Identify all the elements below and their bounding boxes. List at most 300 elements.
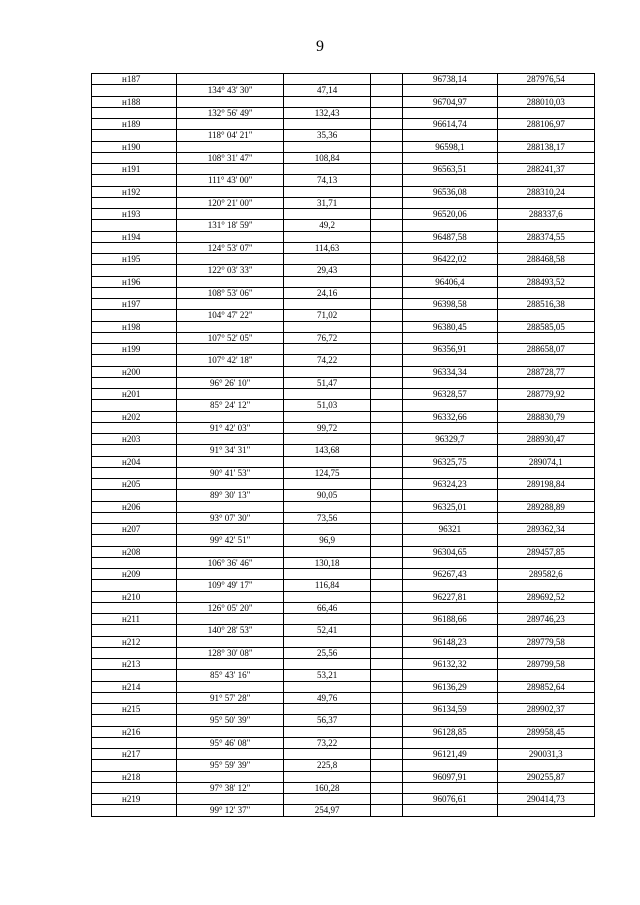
distance-cell: 71,02 — [284, 310, 371, 321]
empty-cell — [371, 558, 403, 569]
empty-cell — [371, 164, 403, 175]
empty-cell — [371, 513, 403, 524]
y-coordinate-cell — [498, 445, 595, 456]
direction-angle-cell — [177, 412, 284, 423]
distance-cell: 56,37 — [284, 715, 371, 726]
y-coordinate-cell: 289288,89 — [498, 502, 595, 513]
x-coordinate-cell: 96325,01 — [403, 502, 498, 513]
point-name-cell — [92, 400, 177, 411]
y-coordinate-cell: 288241,37 — [498, 164, 595, 175]
x-coordinate-cell: 96328,57 — [403, 389, 498, 400]
x-coordinate-cell: 96136,29 — [403, 682, 498, 693]
empty-cell — [371, 74, 403, 85]
direction-angle-cell: 104° 47' 22" — [177, 310, 284, 321]
y-coordinate-cell — [498, 423, 595, 434]
table-row — [92, 535, 595, 546]
distance-cell — [284, 434, 371, 445]
table-row — [92, 513, 595, 524]
table-row — [92, 119, 595, 130]
point-name-cell: н196 — [92, 277, 177, 288]
direction-angle-cell: 95° 59' 39" — [177, 760, 284, 771]
y-coordinate-cell — [498, 355, 595, 366]
x-coordinate-cell — [403, 603, 498, 614]
empty-cell — [371, 400, 403, 411]
y-coordinate-cell: 288493,52 — [498, 277, 595, 288]
point-name-cell: н190 — [92, 142, 177, 153]
table-row — [92, 153, 595, 164]
point-name-cell: н214 — [92, 682, 177, 693]
table-row — [92, 164, 595, 175]
distance-cell: 90,05 — [284, 490, 371, 501]
y-coordinate-cell — [498, 490, 595, 501]
y-coordinate-cell — [498, 625, 595, 636]
y-coordinate-cell: 289779,58 — [498, 637, 595, 648]
empty-cell — [371, 704, 403, 715]
direction-angle-cell: 108° 53' 06" — [177, 288, 284, 299]
empty-cell — [371, 569, 403, 580]
empty-cell — [371, 344, 403, 355]
point-name-cell — [92, 220, 177, 231]
table-row — [92, 355, 595, 366]
direction-angle-cell — [177, 164, 284, 175]
point-name-cell: н206 — [92, 502, 177, 513]
direction-angle-cell — [177, 704, 284, 715]
x-coordinate-cell — [403, 108, 498, 119]
x-coordinate-cell — [403, 310, 498, 321]
distance-cell: 25,56 — [284, 648, 371, 659]
empty-cell — [371, 187, 403, 198]
table-row — [92, 715, 595, 726]
x-coordinate-cell — [403, 783, 498, 794]
table-row — [92, 108, 595, 119]
x-coordinate-cell — [403, 445, 498, 456]
y-coordinate-cell — [498, 783, 595, 794]
y-coordinate-cell — [498, 175, 595, 186]
table-row — [92, 457, 595, 468]
point-name-cell: н209 — [92, 569, 177, 580]
distance-cell — [284, 164, 371, 175]
table-row — [92, 693, 595, 704]
empty-cell — [371, 625, 403, 636]
table-row — [92, 423, 595, 434]
x-coordinate-cell — [403, 378, 498, 389]
point-name-cell — [92, 513, 177, 524]
y-coordinate-cell — [498, 535, 595, 546]
x-coordinate-cell — [403, 513, 498, 524]
empty-cell — [371, 468, 403, 479]
x-coordinate-cell: 96329,7 — [403, 434, 498, 445]
point-name-cell: н205 — [92, 479, 177, 490]
table-row — [92, 659, 595, 670]
table-row — [92, 187, 595, 198]
table-row — [92, 299, 595, 310]
table-row — [92, 434, 595, 445]
distance-cell — [284, 254, 371, 265]
empty-cell — [371, 277, 403, 288]
empty-cell — [371, 108, 403, 119]
y-coordinate-cell: 289958,45 — [498, 727, 595, 738]
x-coordinate-cell — [403, 805, 498, 816]
distance-cell — [284, 389, 371, 400]
table-row — [92, 378, 595, 389]
table-row — [92, 232, 595, 243]
x-coordinate-cell — [403, 265, 498, 276]
table-row — [92, 344, 595, 355]
direction-angle-cell — [177, 344, 284, 355]
x-coordinate-cell: 96398,58 — [403, 299, 498, 310]
empty-cell — [371, 378, 403, 389]
y-coordinate-cell: 289799,58 — [498, 659, 595, 670]
x-coordinate-cell: 96738,14 — [403, 74, 498, 85]
x-coordinate-cell: 96188,66 — [403, 614, 498, 625]
table-row — [92, 614, 595, 625]
x-coordinate-cell — [403, 625, 498, 636]
direction-angle-cell — [177, 547, 284, 558]
table-row — [92, 175, 595, 186]
direction-angle-cell: 122° 03' 33" — [177, 265, 284, 276]
x-coordinate-cell — [403, 490, 498, 501]
point-name-cell — [92, 648, 177, 659]
x-coordinate-cell — [403, 288, 498, 299]
x-coordinate-cell: 96324,23 — [403, 479, 498, 490]
empty-cell — [371, 232, 403, 243]
distance-cell — [284, 457, 371, 468]
direction-angle-cell — [177, 119, 284, 130]
y-coordinate-cell: 290031,3 — [498, 749, 595, 760]
x-coordinate-cell: 96132,32 — [403, 659, 498, 670]
direction-angle-cell — [177, 569, 284, 580]
distance-cell — [284, 547, 371, 558]
x-coordinate-cell: 96536,08 — [403, 187, 498, 198]
distance-cell — [284, 524, 371, 535]
distance-cell: 29,43 — [284, 265, 371, 276]
point-name-cell: н208 — [92, 547, 177, 558]
y-coordinate-cell: 288106,97 — [498, 119, 595, 130]
table-row — [92, 670, 595, 681]
y-coordinate-cell — [498, 243, 595, 254]
point-name-cell: н194 — [92, 232, 177, 243]
table-row — [92, 254, 595, 265]
table-row — [92, 400, 595, 411]
table-row — [92, 333, 595, 344]
y-coordinate-cell: 289902,37 — [498, 704, 595, 715]
distance-cell: 160,28 — [284, 783, 371, 794]
distance-cell — [284, 277, 371, 288]
empty-cell — [371, 389, 403, 400]
table-row — [92, 805, 595, 816]
empty-cell — [371, 749, 403, 760]
direction-angle-cell — [177, 457, 284, 468]
x-coordinate-cell — [403, 175, 498, 186]
x-coordinate-cell — [403, 85, 498, 96]
y-coordinate-cell: 289457,85 — [498, 547, 595, 558]
distance-cell — [284, 614, 371, 625]
direction-angle-cell: 85° 24' 12" — [177, 400, 284, 411]
table-row — [92, 243, 595, 254]
point-name-cell — [92, 738, 177, 749]
x-coordinate-cell — [403, 243, 498, 254]
direction-angle-cell — [177, 389, 284, 400]
x-coordinate-cell — [403, 535, 498, 546]
distance-cell: 130,18 — [284, 558, 371, 569]
direction-angle-cell: 134° 43' 30" — [177, 85, 284, 96]
x-coordinate-cell — [403, 130, 498, 141]
x-coordinate-cell: 96076,61 — [403, 794, 498, 805]
table-row — [92, 738, 595, 749]
empty-cell — [371, 715, 403, 726]
distance-cell: 35,36 — [284, 130, 371, 141]
x-coordinate-cell — [403, 333, 498, 344]
direction-angle-cell — [177, 614, 284, 625]
empty-cell — [371, 288, 403, 299]
y-coordinate-cell: 288138,17 — [498, 142, 595, 153]
x-coordinate-cell: 96614,74 — [403, 119, 498, 130]
point-name-cell — [92, 85, 177, 96]
point-name-cell — [92, 355, 177, 366]
point-name-cell — [92, 670, 177, 681]
point-name-cell — [92, 715, 177, 726]
table-row — [92, 783, 595, 794]
direction-angle-cell: 126° 05' 20" — [177, 603, 284, 614]
y-coordinate-cell: 289362,34 — [498, 524, 595, 535]
y-coordinate-cell — [498, 670, 595, 681]
empty-cell — [371, 637, 403, 648]
point-name-cell: н211 — [92, 614, 177, 625]
x-coordinate-cell: 96704,97 — [403, 97, 498, 108]
table-row — [92, 142, 595, 153]
distance-cell: 66,46 — [284, 603, 371, 614]
point-name-cell — [92, 760, 177, 771]
x-coordinate-cell — [403, 220, 498, 231]
empty-cell — [371, 175, 403, 186]
point-name-cell — [92, 445, 177, 456]
direction-angle-cell: 109° 49' 17" — [177, 580, 284, 591]
point-name-cell — [92, 310, 177, 321]
empty-cell — [371, 457, 403, 468]
direction-angle-cell — [177, 299, 284, 310]
distance-cell — [284, 187, 371, 198]
x-coordinate-cell: 96097,91 — [403, 772, 498, 783]
direction-angle-cell: 132° 56' 49" — [177, 108, 284, 119]
empty-cell — [371, 502, 403, 513]
distance-cell — [284, 142, 371, 153]
empty-cell — [371, 209, 403, 220]
distance-cell — [284, 592, 371, 603]
y-coordinate-cell — [498, 220, 595, 231]
distance-cell — [284, 322, 371, 333]
x-coordinate-cell: 96121,49 — [403, 749, 498, 760]
point-name-cell — [92, 535, 177, 546]
empty-cell — [371, 603, 403, 614]
y-coordinate-cell — [498, 378, 595, 389]
y-coordinate-cell — [498, 265, 595, 276]
direction-angle-cell: 90° 41' 53" — [177, 468, 284, 479]
distance-cell: 132,43 — [284, 108, 371, 119]
distance-cell: 47,14 — [284, 85, 371, 96]
point-name-cell: н215 — [92, 704, 177, 715]
y-coordinate-cell: 288337,6 — [498, 209, 595, 220]
direction-angle-cell — [177, 524, 284, 535]
y-coordinate-cell: 289746,23 — [498, 614, 595, 625]
point-name-cell — [92, 490, 177, 501]
point-name-cell — [92, 468, 177, 479]
y-coordinate-cell — [498, 603, 595, 614]
distance-cell: 49,76 — [284, 693, 371, 704]
point-name-cell: н218 — [92, 772, 177, 783]
point-name-cell: н195 — [92, 254, 177, 265]
x-coordinate-cell — [403, 400, 498, 411]
point-name-cell: н199 — [92, 344, 177, 355]
direction-angle-cell — [177, 434, 284, 445]
x-coordinate-cell — [403, 738, 498, 749]
distance-cell — [284, 794, 371, 805]
point-name-cell: н191 — [92, 164, 177, 175]
distance-cell — [284, 367, 371, 378]
table-row — [92, 682, 595, 693]
x-coordinate-cell: 96227,81 — [403, 592, 498, 603]
point-name-cell — [92, 243, 177, 254]
y-coordinate-cell: 288658,07 — [498, 344, 595, 355]
distance-cell: 51,03 — [284, 400, 371, 411]
direction-angle-cell — [177, 187, 284, 198]
empty-cell — [371, 85, 403, 96]
distance-cell — [284, 749, 371, 760]
point-name-cell: н217 — [92, 749, 177, 760]
point-name-cell — [92, 265, 177, 276]
x-coordinate-cell: 96304,65 — [403, 547, 498, 558]
direction-angle-cell — [177, 254, 284, 265]
point-name-cell — [92, 130, 177, 141]
empty-cell — [371, 119, 403, 130]
distance-cell: 31,71 — [284, 198, 371, 209]
empty-cell — [371, 760, 403, 771]
table-row — [92, 580, 595, 591]
point-name-cell: н198 — [92, 322, 177, 333]
x-coordinate-cell: 96321 — [403, 524, 498, 535]
table-row — [92, 479, 595, 490]
direction-angle-cell: 91° 57' 28" — [177, 693, 284, 704]
x-coordinate-cell: 96332,66 — [403, 412, 498, 423]
point-name-cell: н210 — [92, 592, 177, 603]
empty-cell — [371, 659, 403, 670]
empty-cell — [371, 445, 403, 456]
x-coordinate-cell — [403, 648, 498, 659]
distance-cell — [284, 299, 371, 310]
distance-cell: 143,68 — [284, 445, 371, 456]
direction-angle-cell: 128° 30' 08" — [177, 648, 284, 659]
empty-cell — [371, 97, 403, 108]
point-name-cell: н197 — [92, 299, 177, 310]
empty-cell — [371, 535, 403, 546]
y-coordinate-cell: 289198,84 — [498, 479, 595, 490]
table-row — [92, 502, 595, 513]
table-row — [92, 749, 595, 760]
y-coordinate-cell — [498, 580, 595, 591]
table-row — [92, 310, 595, 321]
y-coordinate-cell: 288779,92 — [498, 389, 595, 400]
distance-cell: 74,13 — [284, 175, 371, 186]
empty-cell — [371, 805, 403, 816]
table-row — [92, 760, 595, 771]
distance-cell — [284, 704, 371, 715]
direction-angle-cell: 111° 43' 00" — [177, 175, 284, 186]
x-coordinate-cell: 96334,34 — [403, 367, 498, 378]
direction-angle-cell: 95° 46' 08" — [177, 738, 284, 749]
point-name-cell: н200 — [92, 367, 177, 378]
table-row — [92, 412, 595, 423]
x-coordinate-cell: 96325,75 — [403, 457, 498, 468]
direction-angle-cell: 93° 07' 30" — [177, 513, 284, 524]
direction-angle-cell — [177, 637, 284, 648]
point-name-cell — [92, 693, 177, 704]
y-coordinate-cell: 288468,58 — [498, 254, 595, 265]
direction-angle-cell — [177, 74, 284, 85]
table-row — [92, 85, 595, 96]
y-coordinate-cell: 288930,47 — [498, 434, 595, 445]
x-coordinate-cell: 96563,51 — [403, 164, 498, 175]
empty-cell — [371, 738, 403, 749]
direction-angle-cell: 107° 42' 18" — [177, 355, 284, 366]
point-name-cell: н193 — [92, 209, 177, 220]
table-row — [92, 547, 595, 558]
y-coordinate-cell: 287976,54 — [498, 74, 595, 85]
distance-cell — [284, 502, 371, 513]
empty-cell — [371, 322, 403, 333]
y-coordinate-cell: 290414,73 — [498, 794, 595, 805]
direction-angle-cell — [177, 502, 284, 513]
direction-angle-cell — [177, 97, 284, 108]
point-name-cell — [92, 580, 177, 591]
direction-angle-cell — [177, 142, 284, 153]
point-name-cell: н201 — [92, 389, 177, 400]
empty-cell — [371, 333, 403, 344]
empty-cell — [371, 648, 403, 659]
y-coordinate-cell: 289692,52 — [498, 592, 595, 603]
x-coordinate-cell: 96406,4 — [403, 277, 498, 288]
y-coordinate-cell — [498, 400, 595, 411]
x-coordinate-cell — [403, 760, 498, 771]
y-coordinate-cell — [498, 760, 595, 771]
table-row — [92, 220, 595, 231]
empty-cell — [371, 772, 403, 783]
table-row — [92, 524, 595, 535]
point-name-cell: н203 — [92, 434, 177, 445]
distance-cell: 114,63 — [284, 243, 371, 254]
empty-cell — [371, 299, 403, 310]
table-row — [92, 209, 595, 220]
empty-cell — [371, 243, 403, 254]
distance-cell: 96,9 — [284, 535, 371, 546]
table-row — [92, 97, 595, 108]
point-name-cell: н192 — [92, 187, 177, 198]
point-name-cell: н204 — [92, 457, 177, 468]
table-row — [92, 704, 595, 715]
table-row — [92, 490, 595, 501]
empty-cell — [371, 198, 403, 209]
y-coordinate-cell: 288728,77 — [498, 367, 595, 378]
x-coordinate-cell — [403, 468, 498, 479]
empty-cell — [371, 310, 403, 321]
empty-cell — [371, 682, 403, 693]
table-row — [92, 74, 595, 85]
y-coordinate-cell — [498, 310, 595, 321]
distance-cell: 108,84 — [284, 153, 371, 164]
table-row — [92, 648, 595, 659]
direction-angle-cell — [177, 772, 284, 783]
y-coordinate-cell — [498, 198, 595, 209]
point-name-cell — [92, 423, 177, 434]
x-coordinate-cell: 96520,06 — [403, 209, 498, 220]
